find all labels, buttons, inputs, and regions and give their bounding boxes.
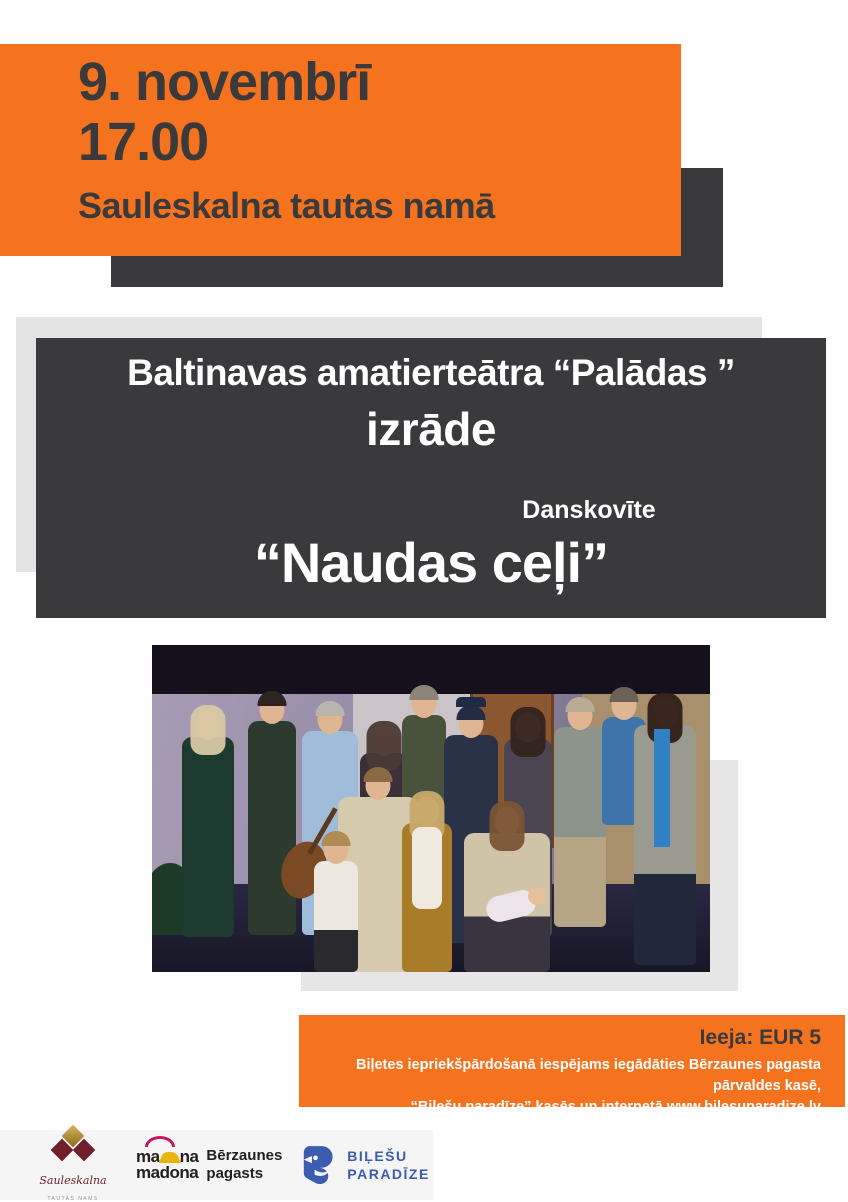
horse-icon [161,1152,179,1163]
madona-wordmark [136,1146,199,1182]
author-name: Danskovīte [522,496,656,524]
madona-logo [136,1147,282,1183]
bilesu-paradize-text [347,1147,430,1183]
show-info-box [36,338,826,618]
girl-vest [412,827,442,909]
theatre-name: Baltinavas amatierteātra “Palādas ” [127,352,735,393]
cast-photo [152,645,710,972]
person-figure [182,737,234,937]
madona-word-ma: ma [136,1146,160,1166]
ticket-info-banner [299,1015,845,1116]
event-date: 9. novembrī [78,52,371,112]
ticket-sales-line2: “Biļešu paradīze” kasēs un internetā www.bilesuparadize.lv [410,1099,821,1116]
sauleskalna-subtitle: TAUTAS NAMS [47,1196,99,1202]
suit-shirt [654,729,670,847]
footer-logos [0,1130,433,1200]
ticket-price: Ieeja: EUR 5 [699,1026,821,1049]
show-kind: izrāde [366,403,496,455]
sauleskalna-logo [30,1128,116,1202]
bilesu-line: BIĻEŠU [347,1147,408,1164]
berzaunes-line: Bērzaunes [206,1147,283,1164]
event-time: 17.00 [78,112,209,173]
bird-icon [302,1144,338,1186]
event-datetime-banner [0,44,681,256]
play-title: “Naudas ceļi” [253,531,609,594]
madona-word-madona: madona [136,1163,199,1182]
person-figure [314,861,358,972]
berzaunes-pagasts-label [206,1147,282,1183]
person-figure [248,721,296,935]
pagasts-line: pagasts [206,1165,264,1182]
police-cap [456,697,486,707]
madona-word-na: na [179,1146,199,1166]
event-venue: Sauleskalna tautas namā [78,184,495,226]
ticket-sales-line1: Biļetes iepriekšpārdošanā iespējams iegādāties Bērzaunes pagasta pārvaldes kasē, [355,1057,821,1095]
baby-head [528,887,546,905]
bilesu-paradize-logo [302,1144,430,1186]
person-figure [554,727,606,927]
sauleskalna-diamonds-icon [52,1128,94,1164]
paradize-line: PARADĪZE [347,1166,430,1182]
madona-arc-icon [145,1136,175,1147]
sauleskalna-name: Sauleskalna [39,1174,107,1187]
